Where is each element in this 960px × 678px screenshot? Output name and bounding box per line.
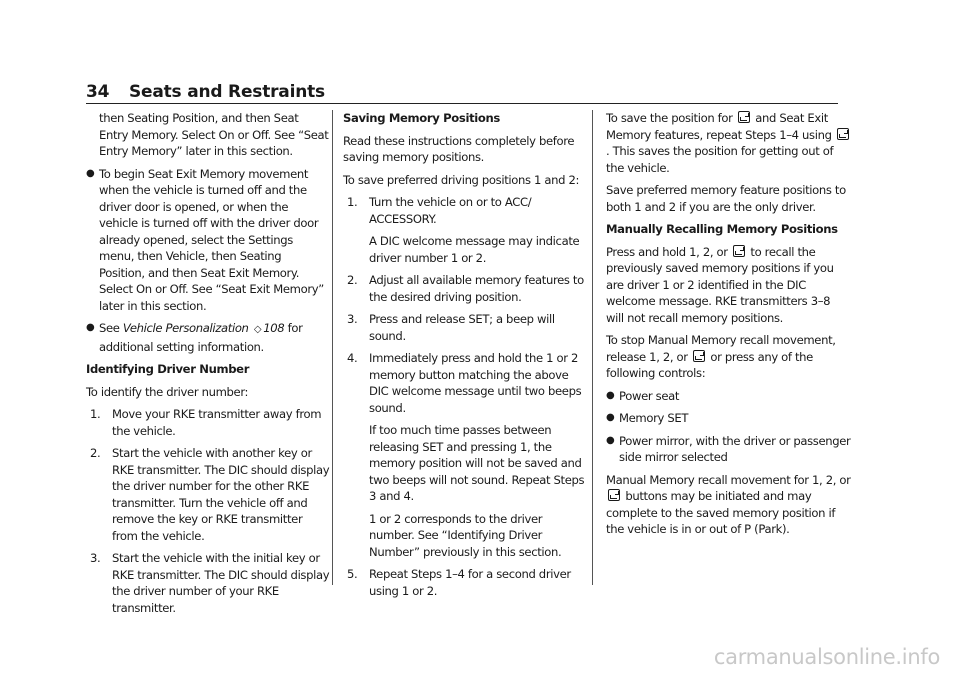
page-header: [86, 82, 325, 102]
page-ref-number[interactable]: 108: [263, 321, 285, 335]
heading-saving-memory: Saving Memory Positions: [343, 111, 500, 125]
paragraph: [606, 110, 851, 176]
step-item: [86, 406, 330, 439]
bullet-icon: ●: [86, 322, 95, 333]
step-number: 3.: [90, 551, 101, 565]
continued-paragraph: then Seating Position, and then Seat Entry Memory. Select On or Off. See “Seat Entry Memory” later in this section.: [99, 111, 329, 158]
exit-memory-icon: [608, 489, 620, 501]
column-1: [86, 110, 330, 622]
paragraph: [606, 244, 851, 327]
step-item: [343, 350, 588, 416]
steps-list: [86, 406, 330, 616]
text-run: . This saves the position for getting out of the vehicle.: [606, 144, 834, 175]
step-text: Immediately press and hold the 1 or 2 memory button matching the above DIC welcome message until two beeps sound.: [369, 351, 582, 415]
step-text: Start the vehicle with another key or RKE transmitter. The DIC should display the driver number for the other RKE transmitter. Turn the vehicle off and remove the key or RKE transmitter from the vehicle.: [112, 446, 330, 543]
column-3: [606, 110, 851, 544]
intro-text: To identify the driver number:: [86, 384, 249, 399]
heading-identifying-driver: Identifying Driver Number: [86, 362, 250, 376]
bullet-item: [606, 433, 851, 466]
text-run: buttons may be initiated and may complete to the saved memory position if the vehicle is in or out of P (Park).: [606, 489, 836, 536]
step-item: [343, 272, 588, 305]
text-run: and Seat Exit Memory features, repeat Steps 1–4 using: [606, 111, 835, 142]
column-divider: [592, 110, 593, 585]
paragraph: [606, 472, 851, 538]
text-run: To stop Manual Memory recall movement, release 1, 2, or: [606, 333, 836, 364]
paragraph: Save preferred memory feature positions to both 1 and 2 if you are the only driver.: [606, 183, 846, 214]
exit-memory-icon: [693, 350, 705, 362]
step-text: Repeat Steps 1–4 for a second driver using 1 or 2.: [369, 567, 571, 598]
step-number: 3.: [347, 312, 358, 326]
step-text: Turn the vehicle on or to ACC/ ACCESSORY.: [369, 195, 532, 226]
watermark: carmanualsonline.info: [713, 645, 940, 669]
step-item: [86, 550, 330, 616]
text-run: To save the position for: [606, 111, 736, 125]
column-divider: [332, 110, 333, 585]
text-run: Press and hold 1, 2, or: [606, 244, 732, 259]
step-number: 1.: [347, 195, 358, 209]
page-number: 34: [86, 82, 110, 102]
step-number: 1.: [90, 407, 101, 421]
step-text: Adjust all available memory features to the desired driving position.: [369, 273, 584, 304]
heading-manually-recalling: Manually Recalling Memory Positions: [606, 222, 838, 236]
step-text: Press and release SET; a beep will sound.: [369, 312, 555, 343]
bullet-icon: ●: [606, 434, 615, 446]
paragraph: To save preferred driving positions 1 and 2:: [343, 172, 580, 187]
exit-memory-icon: [738, 111, 750, 123]
bullet-text: To begin Seat Exit Memory movement when the vehicle is turned off and the driver door is opened, or when the vehicle is turned off with the driver door already opened, select the Settings menu, then Vehicle, then Seating Position, and then Seat Exit Memory. Select On or Off. See “Seat Exit Memory” later in this section.: [99, 166, 324, 313]
exit-memory-icon: [733, 245, 745, 257]
vehicle-personalization-link[interactable]: Vehicle Personalization: [122, 321, 249, 335]
page-ref-arrow-icon: ◇: [253, 324, 262, 335]
bullet-rest: for additional setting information.: [99, 321, 303, 354]
bullet-item: [606, 388, 851, 405]
step-item: [86, 445, 330, 544]
step-note: 1 or 2 corresponds to the driver number. See “Identifying Driver Number” previously in this section.: [369, 511, 562, 559]
step-text: Start the vehicle with the initial key or RKE transmitter. The DIC should display the driver number of your RKE transmitter.: [112, 551, 330, 615]
bullet-icon: ●: [606, 412, 615, 423]
step-number: 5.: [347, 567, 358, 581]
section-title: Seats and Restraints: [128, 82, 325, 102]
step-item: [343, 566, 588, 599]
header-rule: [86, 103, 838, 104]
bullet-item: [86, 166, 330, 315]
paragraph: Read these instructions completely before saving memory positions.: [343, 133, 575, 164]
step-number: 4.: [347, 351, 358, 365]
column-2: [343, 110, 588, 605]
text-run: or press any of the following controls:: [606, 349, 813, 380]
bullet-see: See: [99, 321, 123, 335]
bullet-icon: ●: [86, 167, 95, 179]
step-text: Move your RKE transmitter away from the vehicle.: [112, 407, 322, 438]
step-item: [343, 194, 588, 227]
bullet-text: Memory SET: [619, 411, 689, 425]
paragraph: [606, 332, 851, 382]
text-run: Manual Memory recall movement for 1, 2, or: [606, 472, 851, 487]
bullet-text: Power seat: [619, 388, 680, 403]
bullet-item: [86, 320, 330, 355]
step-number: 2.: [90, 446, 101, 460]
bullet-text: Power mirror, with the driver or passenger side mirror selected: [619, 433, 851, 464]
step-note: If too much time passes between releasing SET and pressing 1, the memory position will not be saved and two beeps will not sound. Repeat Steps 3 and 4.: [369, 423, 585, 503]
text-run: to recall the previously saved memory positions if you are driver 1 or 2 identified in the DIC welcome message. RKE transmitters 3–8 will not recall memory positions.: [606, 244, 834, 325]
step-item: [343, 311, 588, 344]
step-number: 2.: [347, 273, 358, 287]
bullet-icon: ●: [606, 389, 615, 401]
exit-memory-icon: [837, 128, 849, 140]
step-note: A DIC welcome message may indicate driver number 1 or 2.: [369, 234, 580, 265]
bullet-item: [606, 410, 851, 427]
